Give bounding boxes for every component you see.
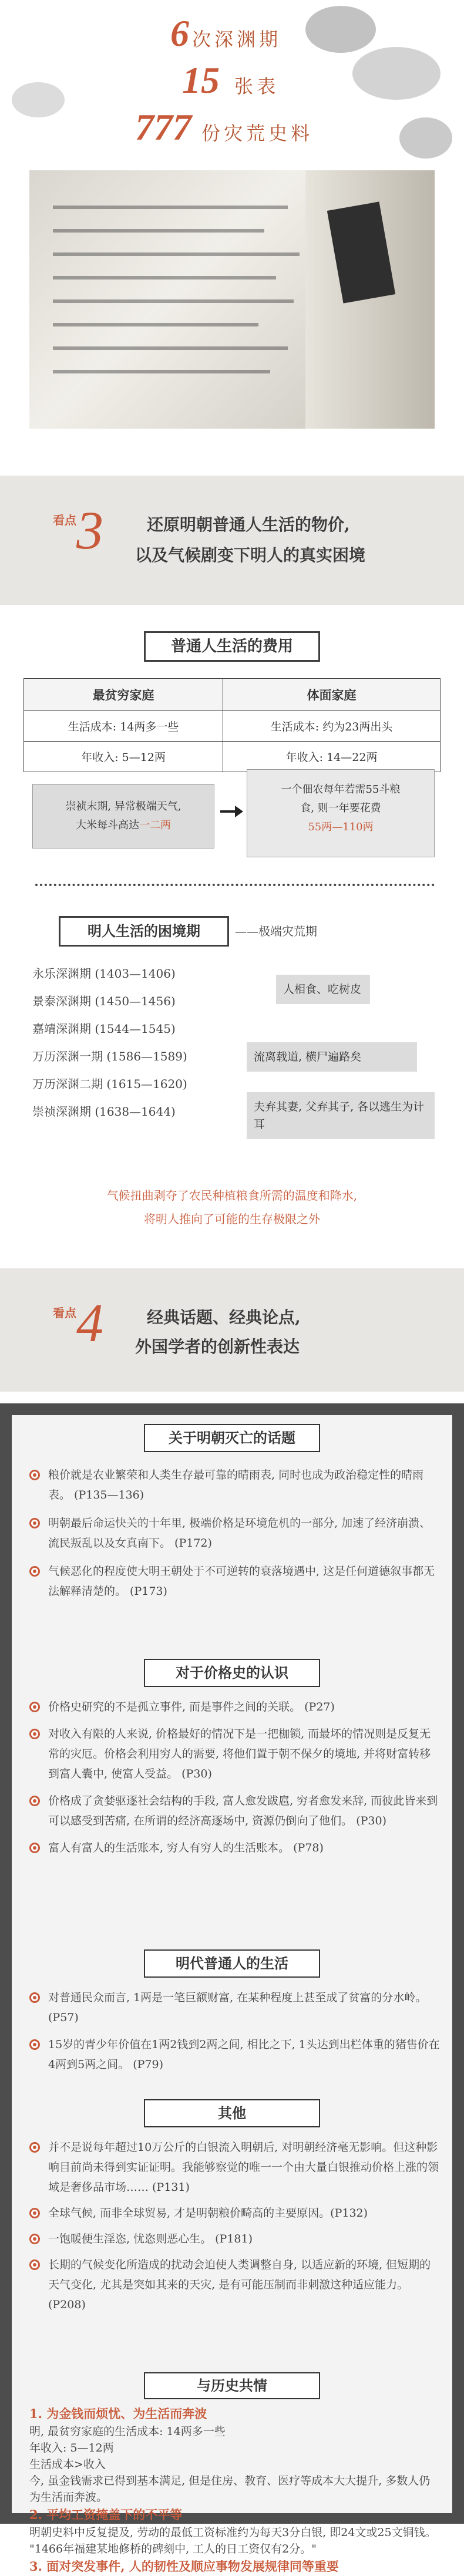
item-text: 一饱暖便生淫恣, 忧恣则恶心生。 (P181): [48, 2232, 253, 2245]
item-text: 粮价就是农业繁荣和人类生存最可靠的晴雨表, 同时也成为政治稳定性的晴雨表。 (P135—136): [48, 1469, 424, 1501]
list-item: [29, 1988, 441, 2028]
item-text: 气候恶化的程度使大明王朝处于不可逆转的衰落境遇中, 这是任何道德叙事都无法解释清楚的。 (P173): [48, 1565, 435, 1598]
note-box: 人相食、吃树皮: [276, 975, 370, 1004]
stat-label: 张表: [234, 75, 280, 97]
top-header: [0, 0, 464, 458]
topic-title: 明代普通人的生活: [144, 1949, 320, 1978]
topic-title: 其他: [144, 2099, 320, 2127]
list-item: [29, 1791, 441, 1831]
note-box: 夫弃其妻, 父弃其子, 各以逃生为计耳: [247, 1092, 435, 1139]
list-item: 崇祯深渊期 (1638—1644): [32, 1105, 176, 1119]
list-item: 万历深渊一期 (1586—1589): [32, 1049, 187, 1063]
item-text: 价格史研究的不是孤立事件, 而是事件之间的关联。 (P27): [48, 1701, 335, 1713]
column-header: 最贫穷家庭: [24, 679, 223, 711]
ink-splash-decoration: [352, 47, 441, 100]
table-cell: 年收入: 5—12两: [24, 742, 223, 772]
section-number: 4: [76, 1293, 103, 1353]
stat-row: [182, 59, 279, 102]
section-kanji: 看点: [53, 1306, 76, 1320]
paragraph: 今, 虽金钱需求已得到基本满足, 但是住房、教育、医疗等成本大大提升, 多数人仍为生活而奔波。: [29, 2474, 431, 2504]
item-text: 对普通民众而言, 1两是一笔巨额财富, 在某种程度上甚至成了贫富的分水岭。 (P57): [48, 1991, 427, 2024]
item-text: 富人有富人的生活账本, 穷人有穷人的生活账本。 (P78): [48, 1841, 324, 1854]
list-item: [29, 1697, 441, 1717]
item-text: 价格成了贪婪驱逐社会结构的手段, 富人愈发跋扈, 穷者愈发来辞, 而彼此皆来到可以感受到苦痛, 在所谓的经济高逐场中, 资源仍倒向了他们。 (P30): [48, 1794, 438, 1827]
item-text: 明朝最后命运快关的十年里, 极端价格是环境危机的一部分, 加速了经济崩溃、流民叛乱以及女真南下。 (P172): [48, 1517, 431, 1550]
item-text: 长期的气候变化所造成的扰动会迫使人类调整自身, 以适应新的环境, 但短期的天气变化, 尤其是突如其来的天灾, 是有可能压制而非刺激这种适应能力。 (P208): [48, 2258, 431, 2311]
section-kanji: 看点: [53, 513, 76, 527]
topic-title: 对于价格史的认识: [144, 1659, 320, 1687]
box-text: 食, 则一年要花费: [300, 802, 381, 814]
section3-banner: [0, 476, 464, 605]
bullet-icon: [29, 2142, 40, 2153]
list-item: 嘉靖深渊期 (1544—1545): [32, 1022, 176, 1036]
table-cell: 生活成本: 14两多一些: [24, 711, 223, 742]
item-text: 并不是说每年超过10万公斤的白银流入明朝后, 对明朝经济毫无影响。但这种影响目前尚未得到实证证明。我能够察觉的唯一一个由大量白银推动价格上涨的领域是奢侈品市场…… (P131): [48, 2141, 439, 2194]
cost-table: [23, 678, 441, 772]
stat-row: [135, 106, 313, 149]
list-item: [29, 1465, 441, 1505]
paragraph: 明, 最贫穷家庭的生活成本: 14两多一些: [29, 2425, 226, 2438]
bullet-icon: [29, 1992, 40, 2003]
bullet-icon: [29, 2260, 40, 2270]
paragraph: "1466年福建某地修桥的碑刻中, 工人的日工资仅有2分。": [29, 2543, 317, 2555]
extreme-weather-box: [32, 784, 214, 848]
subheading: 2. 平均工资掩盖下的不平等: [29, 2507, 183, 2522]
stat-row: [170, 12, 281, 55]
section4-banner: [0, 1268, 464, 1392]
ink-splash-decoration: [305, 6, 376, 53]
note-box: 流离载道, 横尸遍路矣: [247, 1042, 417, 1072]
arrow-head-icon: [235, 806, 243, 817]
section-number: 3: [76, 500, 103, 560]
subheading: 1. 为金钱而烦忧、为生活而奔波: [29, 2406, 207, 2421]
era-list: [32, 960, 226, 1126]
box-text: 大米每斗高达一二两: [76, 819, 171, 831]
list-item: 永乐深渊期 (1403—1406): [32, 967, 176, 981]
section-title-line1: 还原明朝普通人生活的物价,: [147, 515, 350, 534]
stat-number: 777: [135, 106, 191, 148]
list-item: [29, 1838, 441, 1858]
bullet-icon: [29, 1702, 40, 1712]
item-text: 15岁的青少年价值在1两2钱到2两之间, 相比之下, 1头达到出栏体重的猪售价在4两到5两之间。 (P79): [48, 2038, 440, 2071]
column-header: 体面家庭: [223, 679, 441, 711]
list-item: [29, 2229, 441, 2249]
box-text: 一个佃农每年若需55斗粮: [281, 783, 401, 796]
bullet-icon: [29, 1566, 40, 1577]
price-highlight: 55两—110两: [308, 821, 374, 833]
stat-number: 6: [170, 12, 189, 54]
box-text: 崇祯末期, 异常极端天气,: [65, 800, 181, 813]
item-text: 对收入有限的人来说, 价格最好的情况下是一把枷锁, 而最坏的情况则是反复无常的灾厄。价格会利用穷人的需要, 将他们置于朝不保夕的境地, 并将财富转移到富人囊中, 使富人受益。 (P30): [48, 1728, 431, 1780]
paragraph: 明朝史料中反复提及, 劳动的最低工资标准约为每天3分白银, 即24文或25文铜钱。: [29, 2526, 436, 2539]
bullet-icon: [29, 1518, 40, 1528]
bullet-icon: [29, 2039, 40, 2050]
bullet-icon: [29, 1796, 40, 1806]
ink-splash-decoration: [399, 117, 452, 159]
bullet-icon: [29, 1729, 40, 1739]
bullet-icon: [29, 1843, 40, 1853]
paragraph: 生活成本>收入: [29, 2458, 106, 2471]
list-item: [29, 2203, 441, 2223]
table-cell: 生活成本: 约为23两出头: [223, 711, 441, 742]
dilemma-title: 明人生活的困境期: [59, 916, 229, 947]
list-item: [29, 2255, 441, 2315]
tenant-cost-box: [247, 769, 435, 857]
dotted-divider: [35, 884, 435, 886]
list-item: [29, 1513, 441, 1553]
topic-title: 与历史共情: [144, 2372, 320, 2399]
empathy-content: [29, 2405, 441, 2574]
paragraph: 年收入: 5—12两: [29, 2442, 114, 2454]
book-photo: [29, 170, 435, 429]
section-title-line2: 以及气候剧变下明人的真实困境: [135, 545, 366, 565]
section-title-line2: 外国学者的创新性表达: [135, 1337, 300, 1356]
dilemma-subtitle: ——极端灾荒期: [235, 924, 317, 938]
topic-list: [29, 1988, 441, 2075]
list-item: 景泰深渊期 (1450—1456): [32, 994, 176, 1008]
stat-number: 15: [182, 59, 220, 101]
list-item: [29, 2137, 441, 2197]
topic-list: [29, 2137, 441, 2315]
ink-splash-decoration: [12, 82, 65, 117]
topic-title: 关于明朝灭亡的话题: [144, 1424, 320, 1452]
table-row: [24, 742, 441, 772]
bullet-icon: [29, 1470, 40, 1480]
costs-title: 普通人生活的费用: [144, 631, 320, 662]
topic-list: [29, 1697, 441, 1858]
subheading: 3. 面对突发事件, 人的韧性及顺应事物发展规律同等重要: [29, 2559, 339, 2574]
price-highlight: 一二两: [139, 819, 171, 831]
list-item: [29, 1561, 441, 1601]
bullet-icon: [29, 2234, 40, 2244]
table-row: [24, 711, 441, 742]
table-cell: 年收入: 14—22两: [223, 742, 441, 772]
stat-label: 次深渊期: [192, 28, 282, 50]
list-item: [29, 2035, 441, 2075]
item-text: 全球气候, 而非全球贸易, 才是明朝粮价畸高的主要原因。(P132): [48, 2207, 368, 2220]
bullet-icon: [29, 2208, 40, 2218]
list-item: [29, 1724, 441, 1784]
closing-line: 将明人推向了可能的生存极限之外: [144, 1212, 320, 1226]
section-title-line1: 经典话题、经典论点,: [147, 1308, 301, 1327]
table-header-row: [24, 679, 441, 711]
stat-label: 份灾荒史料: [201, 122, 314, 144]
closing-line: 气候扭曲剥夺了农民种植粮食所需的温度和降水,: [106, 1188, 358, 1203]
list-item: 万历深渊二期 (1615—1620): [32, 1077, 187, 1091]
topic-list: [29, 1465, 441, 1601]
